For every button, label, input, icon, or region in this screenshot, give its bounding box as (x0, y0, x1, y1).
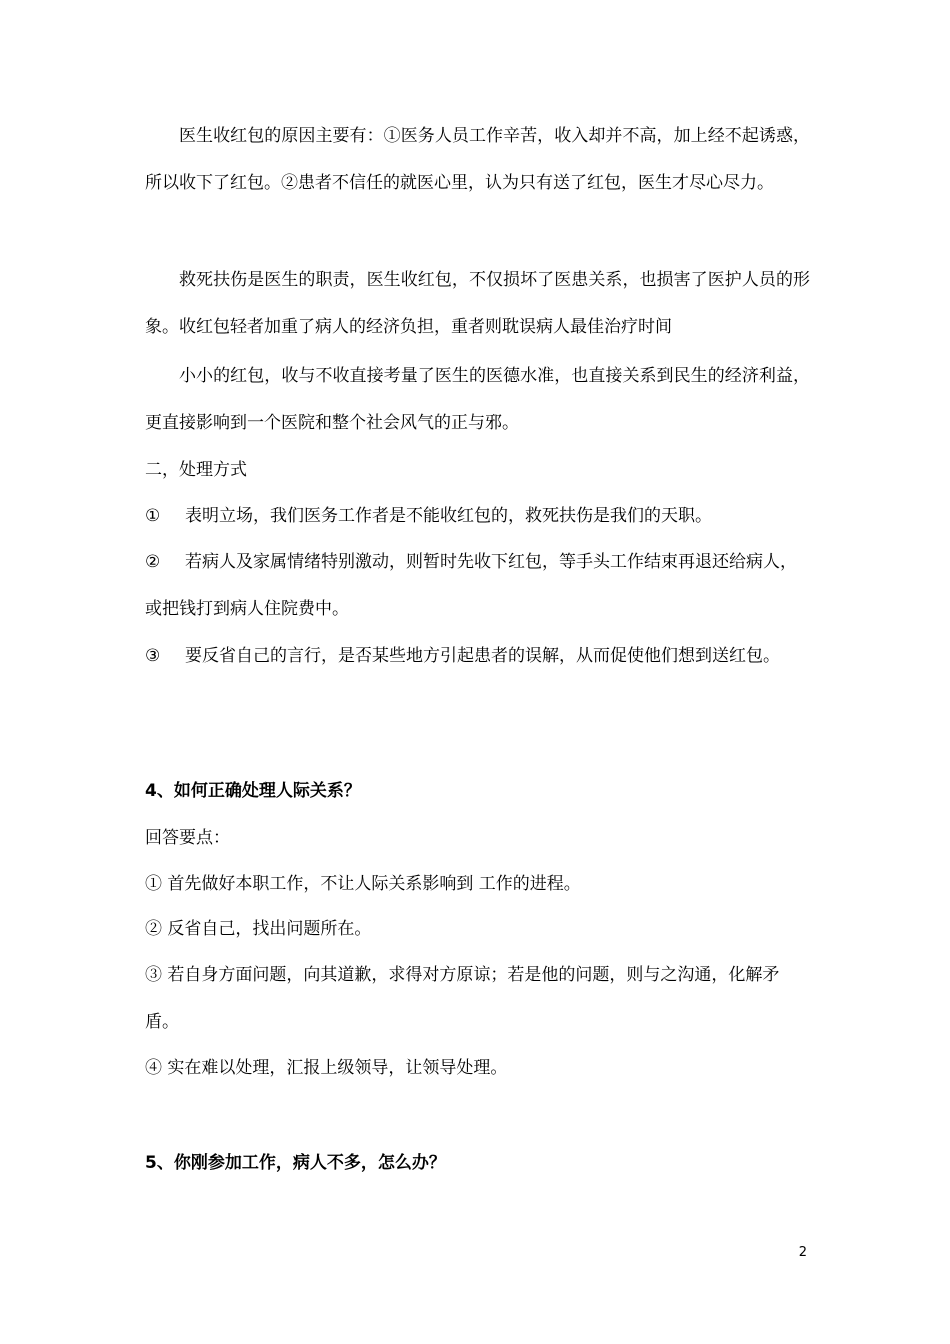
answer-lead: 回答要点： (145, 828, 230, 848)
answer-item-4: ④ 实在难以处理，汇报上级领导，让领导处理。 (145, 1058, 508, 1078)
question-5-heading: 5、你刚参加工作，病人不多，怎么办？ (145, 1153, 446, 1173)
paragraph-red-envelope-reasons: 医生收红包的原因主要有：①医务人员工作辛苦，收入却并不高，加上经不起诱惑，所以收下了红包。②患者不信任的就医心里，认为只有送了红包，医生才尽心尽力。 (145, 126, 810, 193)
paragraph-doctor-duty: 救死扶伤是医生的职责，医生收红包，不仅损坏了医患关系，也损害了医护人员的形象。收红包轻者加重了病人的经济负担，重者则耽误病人最佳治疗时间 (145, 270, 810, 337)
question-4-heading: 4、如何正确处理人际关系？ (145, 781, 361, 801)
answer-item-1: ① 首先做好本职工作，不让人际关系影响到 工作的进程。 (145, 874, 581, 894)
handling-item-2 (145, 539, 810, 633)
list-marker: ② (145, 552, 161, 572)
list-item-text: 要反省自己的言行，是否某些地方引起患者的误解，从而促使他们想到送红包。 (185, 646, 780, 666)
answer-item-3: ③ 若自身方面问题，向其道歉，求得对方原谅；若是他的问题，则与之沟通，化解矛盾。 (145, 965, 780, 1032)
list-marker: ① (145, 506, 161, 526)
section-title-handling: 二，处理方式 (145, 460, 247, 480)
handling-item-3 (145, 633, 810, 680)
answer-item-2: ② 反省自己，找出问题所在。 (145, 919, 372, 939)
list-item-text: 表明立场，我们医务工作者是不能收红包的，救死扶伤是我们的天职。 (185, 506, 712, 526)
handling-item-1 (145, 493, 810, 540)
list-marker: ③ (145, 646, 161, 666)
paragraph-ethics: 小小的红包，收与不收直接考量了医生的医德水准，也直接关系到民生的经济利益，更直接影响到一个医院和整个社会风气的正与邪。 (145, 366, 810, 433)
page-number: 2 (798, 1245, 807, 1260)
list-item-text: 若病人及家属情绪特别激动，则暂时先收下红包，等手头工作结束再退还给病人，或把钱打到病人住院费中。 (145, 552, 797, 619)
